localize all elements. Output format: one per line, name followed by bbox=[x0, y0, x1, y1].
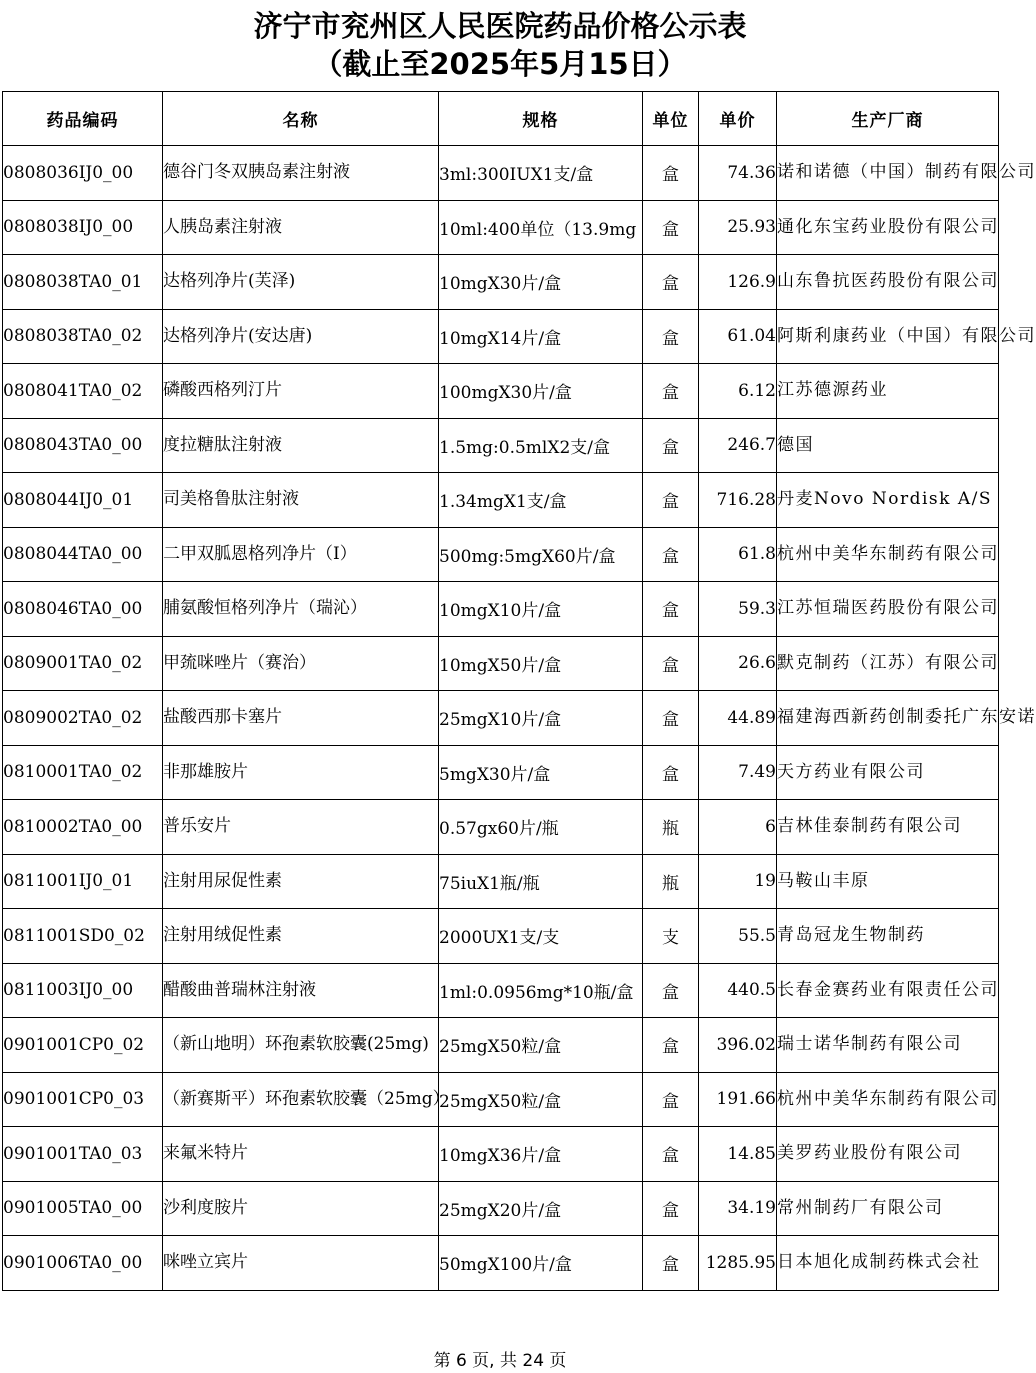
manufacturer-cell: 长春金赛药业有限责任公司 bbox=[777, 963, 999, 1018]
spec-cell: 0.57gx60片/瓶 bbox=[439, 800, 643, 855]
drug-code-cell: 0808041TA0_02 bbox=[3, 364, 163, 419]
drug-name-cell: 磷酸西格列汀片 bbox=[163, 364, 439, 419]
manufacturer-cell: 江苏德源药业 bbox=[777, 364, 999, 419]
drug-code-cell: 0808043TA0_00 bbox=[3, 418, 163, 473]
spec-cell: 1ml:0.0956mg*10瓶/盒 bbox=[439, 963, 643, 1018]
drug-name-cell: 度拉糖肽注射液 bbox=[163, 418, 439, 473]
spec-cell: 10ml:400单位（13.9mg bbox=[439, 200, 643, 255]
table-row bbox=[3, 1018, 999, 1073]
drug-name-cell: 盐酸西那卡塞片 bbox=[163, 691, 439, 746]
table-row bbox=[3, 200, 999, 255]
table-row bbox=[3, 1181, 999, 1236]
unit-price-cell: 34.19 bbox=[699, 1181, 777, 1236]
unit-price-cell: 19 bbox=[699, 854, 777, 909]
unit-cell: 盒 bbox=[643, 1236, 699, 1291]
drug-code-cell: 0811001IJ0_01 bbox=[3, 854, 163, 909]
drug-code-cell: 0808046TA0_00 bbox=[3, 582, 163, 637]
unit-price-cell: 396.02 bbox=[699, 1018, 777, 1073]
manufacturer-cell: 杭州中美华东制药有限公司 bbox=[777, 527, 999, 582]
drug-code-cell: 0808036IJ0_00 bbox=[3, 146, 163, 201]
unit-price-cell: 14.85 bbox=[699, 1127, 777, 1182]
manufacturer-cell: 吉林佳泰制药有限公司 bbox=[777, 800, 999, 855]
page-footer: 第 6 页, 共 24 页 bbox=[433, 1351, 567, 1371]
spec-cell: 75iuX1瓶/瓶 bbox=[439, 854, 643, 909]
manufacturer-cell: 默克制药（江苏）有限公司 bbox=[777, 636, 999, 691]
unit-price-cell: 44.89 bbox=[699, 691, 777, 746]
unit-price-cell: 6 bbox=[699, 800, 777, 855]
unit-cell: 盒 bbox=[643, 200, 699, 255]
drug-code-cell: 0901001TA0_03 bbox=[3, 1127, 163, 1182]
unit-cell: 盒 bbox=[643, 636, 699, 691]
drug-name-cell: 二甲双胍恩格列净片（Ⅰ） bbox=[163, 527, 439, 582]
drug-code-cell: 0810002TA0_00 bbox=[3, 800, 163, 855]
manufacturer-cell: 福建海西新药创制委托广东安诺 bbox=[777, 691, 999, 746]
table-row bbox=[3, 1236, 999, 1291]
unit-cell: 盒 bbox=[643, 691, 699, 746]
spec-cell: 5mgX30片/盒 bbox=[439, 745, 643, 800]
drug-name-cell: 达格列净片(安达唐) bbox=[163, 309, 439, 364]
unit-cell: 盒 bbox=[643, 364, 699, 419]
spec-cell: 10mgX36片/盒 bbox=[439, 1127, 643, 1182]
unit-cell: 盒 bbox=[643, 527, 699, 582]
drug-code-cell: 0901005TA0_00 bbox=[3, 1181, 163, 1236]
drug-name-cell: 司美格鲁肽注射液 bbox=[163, 473, 439, 528]
drug-code-cell: 0808038TA0_01 bbox=[3, 255, 163, 310]
column-header-unit: 单位 bbox=[643, 92, 699, 146]
page-subtitle-date: （截止至2025年5月15日） bbox=[313, 47, 687, 81]
drug-code-cell: 0808044TA0_00 bbox=[3, 527, 163, 582]
table-row bbox=[3, 146, 999, 201]
spec-cell: 500mg:5mgX60片/盒 bbox=[439, 527, 643, 582]
drug-name-cell: 醋酸曲普瑞林注射液 bbox=[163, 963, 439, 1018]
unit-price-cell: 74.36 bbox=[699, 146, 777, 201]
table-header-row bbox=[3, 92, 999, 146]
unit-cell: 盒 bbox=[643, 146, 699, 201]
spec-cell: 100mgX30片/盒 bbox=[439, 364, 643, 419]
drug-code-cell: 0810001TA0_02 bbox=[3, 745, 163, 800]
drug-name-cell: 来氟米特片 bbox=[163, 1127, 439, 1182]
unit-price-cell: 7.49 bbox=[699, 745, 777, 800]
manufacturer-cell: 常州制药厂有限公司 bbox=[777, 1181, 999, 1236]
unit-price-cell: 126.9 bbox=[699, 255, 777, 310]
column-header-spec: 规格 bbox=[439, 92, 643, 146]
manufacturer-cell: 青岛冠龙生物制药 bbox=[777, 909, 999, 964]
drug-code-cell: 0811003IJ0_00 bbox=[3, 963, 163, 1018]
table-row bbox=[3, 582, 999, 637]
table-body bbox=[3, 146, 1036, 1291]
drug-code-cell: 0901001CP0_03 bbox=[3, 1072, 163, 1127]
unit-cell: 盒 bbox=[643, 745, 699, 800]
drug-code-cell: 0901001CP0_02 bbox=[3, 1018, 163, 1073]
spec-cell: 1.34mgX1支/盒 bbox=[439, 473, 643, 528]
unit-cell: 支 bbox=[643, 909, 699, 964]
table-row bbox=[3, 255, 999, 310]
drug-code-cell: 0809002TA0_02 bbox=[3, 691, 163, 746]
drug-name-cell: 非那雄胺片 bbox=[163, 745, 439, 800]
spec-cell: 25mgX20片/盒 bbox=[439, 1181, 643, 1236]
table-row bbox=[3, 418, 999, 473]
table-row bbox=[3, 854, 999, 909]
manufacturer-cell: 阿斯利康药业（中国）有限公司 bbox=[777, 309, 999, 364]
unit-cell: 盒 bbox=[643, 418, 699, 473]
spec-cell: 2000UX1支/支 bbox=[439, 909, 643, 964]
spec-cell: 10mgX50片/盒 bbox=[439, 636, 643, 691]
unit-price-cell: 59.3 bbox=[699, 582, 777, 637]
drug-code-cell: 0808044IJ0_01 bbox=[3, 473, 163, 528]
drug-name-cell: 甲巯咪唑片（赛治） bbox=[163, 636, 439, 691]
drug-name-cell: 沙利度胺片 bbox=[163, 1181, 439, 1236]
manufacturer-cell: 诺和诺德（中国）制药有限公司 bbox=[777, 146, 999, 201]
table-row bbox=[3, 745, 999, 800]
drug-name-cell: （新赛斯平）环孢素软胶囊（25mg） bbox=[163, 1072, 439, 1127]
page-title: 济宁市兖州区人民医院药品价格公示表 bbox=[253, 9, 747, 43]
drug-name-cell: 脯氨酸恒格列净片（瑞沁） bbox=[163, 582, 439, 637]
manufacturer-cell: 日本旭化成制药株式会社 bbox=[777, 1236, 999, 1291]
manufacturer-cell: 通化东宝药业股份有限公司 bbox=[777, 200, 999, 255]
table-row bbox=[3, 1072, 999, 1127]
spec-cell: 50mgX100片/盒 bbox=[439, 1236, 643, 1291]
unit-price-cell: 26.6 bbox=[699, 636, 777, 691]
unit-cell: 盒 bbox=[643, 1018, 699, 1073]
spec-cell: 10mgX30片/盒 bbox=[439, 255, 643, 310]
drug-name-cell: 注射用绒促性素 bbox=[163, 909, 439, 964]
manufacturer-cell: 丹麦Novo Nordisk A/S bbox=[777, 473, 999, 528]
manufacturer-cell: 杭州中美华东制药有限公司 bbox=[777, 1072, 999, 1127]
unit-cell: 盒 bbox=[643, 963, 699, 1018]
unit-price-cell: 716.28 bbox=[699, 473, 777, 528]
table-row bbox=[3, 691, 999, 746]
spec-cell: 10mgX14片/盒 bbox=[439, 309, 643, 364]
unit-cell: 瓶 bbox=[643, 800, 699, 855]
drug-name-cell: 咪唑立宾片 bbox=[163, 1236, 439, 1291]
column-header-manufacturer: 生产厂商 bbox=[777, 92, 999, 146]
table-row bbox=[3, 800, 999, 855]
table-row bbox=[3, 909, 999, 964]
column-header-price: 单价 bbox=[699, 92, 777, 146]
drug-code-cell: 0808038TA0_02 bbox=[3, 309, 163, 364]
table-row bbox=[3, 527, 999, 582]
drug-name-cell: 人胰岛素注射液 bbox=[163, 200, 439, 255]
unit-cell: 盒 bbox=[643, 1181, 699, 1236]
spec-cell: 1.5mg:0.5mlX2支/盒 bbox=[439, 418, 643, 473]
unit-cell: 盒 bbox=[643, 582, 699, 637]
column-header-name: 名称 bbox=[163, 92, 439, 146]
drug-name-cell: 普乐安片 bbox=[163, 800, 439, 855]
unit-cell: 盒 bbox=[643, 1072, 699, 1127]
spec-cell: 25mgX50粒/盒 bbox=[439, 1072, 643, 1127]
drug-code-cell: 0901006TA0_00 bbox=[3, 1236, 163, 1291]
drug-code-cell: 0808038IJ0_00 bbox=[3, 200, 163, 255]
unit-price-cell: 6.12 bbox=[699, 364, 777, 419]
table-row bbox=[3, 364, 999, 419]
table-row bbox=[3, 636, 999, 691]
unit-cell: 盒 bbox=[643, 473, 699, 528]
unit-cell: 盒 bbox=[643, 309, 699, 364]
manufacturer-cell: 瑞士诺华制药有限公司 bbox=[777, 1018, 999, 1073]
table-row bbox=[3, 473, 999, 528]
unit-price-cell: 246.7 bbox=[699, 418, 777, 473]
unit-price-cell: 61.8 bbox=[699, 527, 777, 582]
spec-cell: 25mgX50粒/盒 bbox=[439, 1018, 643, 1073]
manufacturer-cell: 天方药业有限公司 bbox=[777, 745, 999, 800]
spec-cell: 3ml:300IUX1支/盒 bbox=[439, 146, 643, 201]
unit-price-cell: 1285.95 bbox=[699, 1236, 777, 1291]
unit-cell: 盒 bbox=[643, 255, 699, 310]
unit-price-cell: 25.93 bbox=[699, 200, 777, 255]
table-row bbox=[3, 963, 999, 1018]
unit-price-cell: 61.04 bbox=[699, 309, 777, 364]
unit-cell: 瓶 bbox=[643, 854, 699, 909]
manufacturer-cell: 德国 bbox=[777, 418, 999, 473]
unit-price-cell: 191.66 bbox=[699, 1072, 777, 1127]
spec-cell: 10mgX10片/盒 bbox=[439, 582, 643, 637]
column-header-code: 药品编码 bbox=[3, 92, 163, 146]
drug-name-cell: 德谷门冬双胰岛素注射液 bbox=[163, 146, 439, 201]
drug-code-cell: 0811001SD0_02 bbox=[3, 909, 163, 964]
manufacturer-cell: 马鞍山丰原 bbox=[777, 854, 999, 909]
manufacturer-cell: 山东鲁抗医药股份有限公司 bbox=[777, 255, 999, 310]
manufacturer-cell: 美罗药业股份有限公司 bbox=[777, 1127, 999, 1182]
unit-price-cell: 440.5 bbox=[699, 963, 777, 1018]
spec-cell: 25mgX10片/盒 bbox=[439, 691, 643, 746]
table-row bbox=[3, 1127, 999, 1182]
manufacturer-cell: 江苏恒瑞医药股份有限公司 bbox=[777, 582, 999, 637]
unit-price-cell: 55.5 bbox=[699, 909, 777, 964]
drug-code-cell: 0809001TA0_02 bbox=[3, 636, 163, 691]
price-table bbox=[2, 91, 1036, 1291]
unit-cell: 盒 bbox=[643, 1127, 699, 1182]
table-row bbox=[3, 309, 999, 364]
drug-name-cell: 注射用尿促性素 bbox=[163, 854, 439, 909]
drug-name-cell: 达格列净片(芙泽) bbox=[163, 255, 439, 310]
drug-name-cell: （新山地明）环孢素软胶囊(25mg) bbox=[163, 1018, 439, 1073]
